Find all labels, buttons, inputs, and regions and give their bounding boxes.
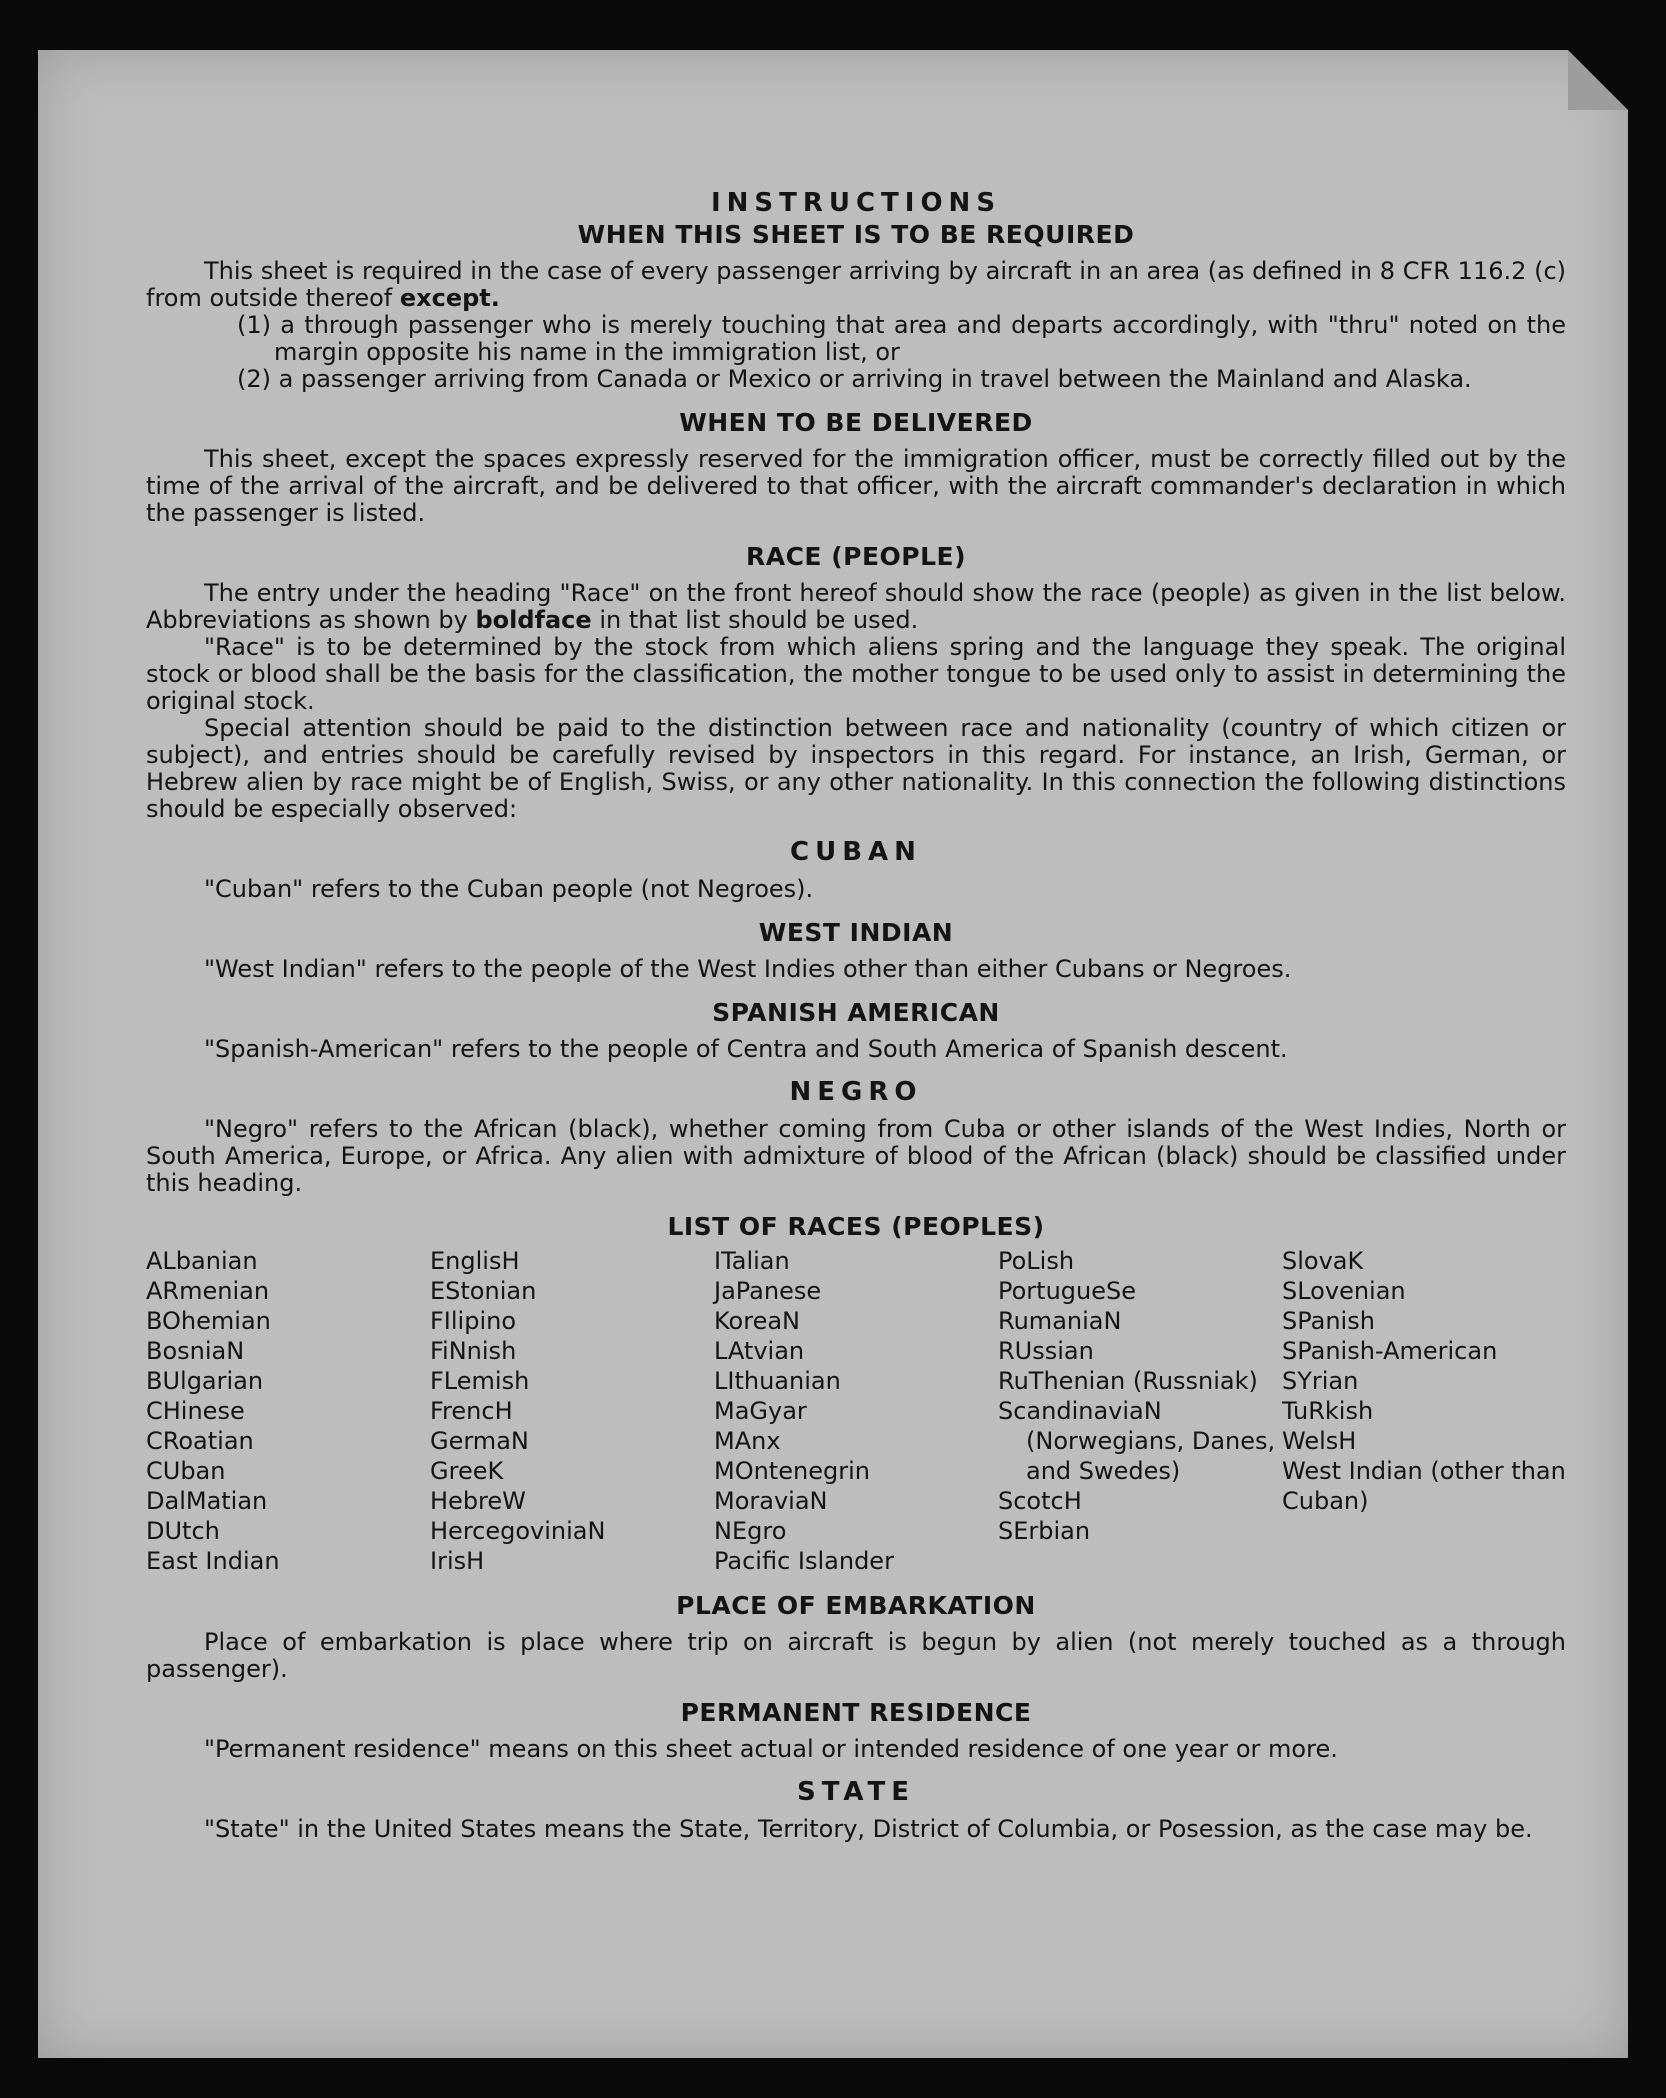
race-item: SErbian	[998, 1517, 1091, 1545]
race-item: MAnx	[714, 1427, 781, 1455]
race-item: ScandinaviaN	[998, 1397, 1162, 1425]
race-item: West Indian (other than Cuban)	[1282, 1457, 1566, 1515]
paragraph-race-3: Special attention should be paid to the distinction between race and nationality (country of which citizen or subject), and entries should be carefully revised by inspectors in this regard. For instance, an Irish, German, or Hebrew alien by race might be of English, Swiss, or any other nationality. In this connection the following distinctions should be especially observed:	[146, 714, 1566, 823]
race-item: WelsH	[1282, 1427, 1357, 1455]
paragraph-required: This sheet is required in the case of every passenger arriving by aircraft in an area (as defined in 8 CFR 116.2 (c) from outside thereof except.	[146, 257, 1566, 312]
paragraph-embarkation: Place of embarkation is place where trip on aircraft is begun by alien (not merely touched as a through passenger).	[146, 1628, 1566, 1683]
race-item: CRoatian	[146, 1427, 254, 1455]
race-item: NEgro	[714, 1517, 787, 1545]
paragraph-state: "State" in the United States means the State, Territory, District of Columbia, or Posession, as the case may be.	[204, 1815, 1533, 1843]
race-item: RUssian	[998, 1337, 1094, 1365]
page-title: INSTRUCTIONS	[710, 188, 1002, 218]
race-item: FrencH	[430, 1397, 513, 1425]
race-item: RumaniaN	[998, 1307, 1122, 1335]
race-item: DUtch	[146, 1517, 220, 1545]
heading-when-required: WHEN THIS SHEET IS TO BE REQUIRED	[577, 220, 1135, 249]
heading-embarkation: PLACE OF EMBARKATION	[676, 1591, 1036, 1620]
paragraph-negro: "Negro" refers to the African (black), whether coming from Cuba or other islands of the West Indies, North or South America, Europe, or Africa. Any alien with admixture of blood of the African (black) should be classified under this heading.	[146, 1115, 1566, 1197]
race-item: PortugueSe	[998, 1277, 1136, 1305]
races-column-1	[146, 1246, 430, 1576]
race-item: GreeK	[430, 1457, 504, 1485]
race-item: GermaN	[430, 1427, 529, 1455]
race-item: BosniaN	[146, 1337, 245, 1365]
race-item: BOhemian	[146, 1307, 271, 1335]
race-item: LIthuanian	[714, 1367, 841, 1395]
heading-permanent-residence: PERMANENT RESIDENCE	[680, 1698, 1032, 1727]
race-item: FLemish	[430, 1367, 530, 1395]
race-item: HebreW	[430, 1487, 526, 1515]
heading-cuban: CUBAN	[790, 837, 922, 867]
race-item: ITalian	[714, 1247, 790, 1275]
folded-corner	[1568, 50, 1628, 110]
exception-2: (2) a passenger arriving from Canada or Mexico or arriving in travel between the Mainland and Alaska.	[237, 365, 1472, 393]
instructions-content	[146, 190, 1566, 1843]
paragraph-race-1: The entry under the heading "Race" on the front hereof should show the race (people) as given in the list below. Abbreviations as shown by boldface in that list should be used.	[146, 579, 1566, 634]
race-item: CUban	[146, 1457, 226, 1485]
document-page	[38, 50, 1628, 2058]
race-item: JaPanese	[714, 1277, 822, 1305]
paragraph-permanent-residence: "Permanent residence" means on this sheet actual or intended residence of one year or more.	[204, 1735, 1338, 1763]
exception-1: (1) a through passenger who is merely touching that area and departs accordingly, with "thru" noted on the margin opposite his name in the immigration list, or	[237, 311, 1566, 366]
heading-negro: NEGRO	[789, 1077, 923, 1107]
race-item: ARmenian	[146, 1277, 270, 1305]
race-item: East Indian	[146, 1547, 280, 1575]
races-column-4	[998, 1246, 1282, 1576]
heading-state: STATE	[796, 1777, 916, 1807]
race-item: SlovaK	[1282, 1247, 1364, 1275]
race-item-note: (Norwegians, Danes, and Swedes)	[1026, 1427, 1276, 1485]
race-item: SPanish-American	[1282, 1337, 1498, 1365]
heading-west-indian: WEST INDIAN	[758, 918, 954, 947]
race-item: MoraviaN	[714, 1487, 828, 1515]
race-item: ALbanian	[146, 1247, 258, 1275]
races-column-5	[1282, 1246, 1566, 1576]
race-item: TuRkish	[1282, 1397, 1374, 1425]
heading-list-of-races: LIST OF RACES (PEOPLES)	[667, 1212, 1045, 1241]
race-item: EStonian	[430, 1277, 537, 1305]
race-item: FIlipino	[430, 1307, 517, 1335]
race-item: HercegoviniaN	[430, 1517, 606, 1545]
race-item: SYrian	[1282, 1367, 1359, 1395]
heading-race: RACE (PEOPLE)	[745, 542, 967, 571]
race-item: MOntenegrin	[714, 1457, 870, 1485]
race-item: RuThenian (Russniak)	[998, 1367, 1258, 1395]
paragraph-west-indian: "West Indian" refers to the people of the West Indies other than either Cubans or Negroes.	[204, 955, 1292, 983]
race-item: PoLish	[998, 1247, 1075, 1275]
races-column-3	[714, 1246, 998, 1576]
race-item: ScotcH	[998, 1487, 1082, 1515]
race-item: FiNnish	[430, 1337, 517, 1365]
paragraph-cuban: "Cuban" refers to the Cuban people (not Negroes).	[204, 875, 814, 903]
paragraph-spanish-american: "Spanish-American" refers to the people of Centra and South America of Spanish descent.	[204, 1035, 1288, 1063]
heading-when-delivered: WHEN TO BE DELIVERED	[679, 408, 1033, 437]
paragraph-race-2: "Race" is to be determined by the stock from which aliens spring and the language they speak. The original stock or blood shall be the basis for the classification, the mother tongue to be used only to assist in determining the original stock.	[146, 633, 1566, 715]
race-item: Pacific Islander	[714, 1547, 894, 1575]
races-column-2	[430, 1246, 714, 1576]
race-item: BUlgarian	[146, 1367, 264, 1395]
race-item: SPanish	[1282, 1307, 1375, 1335]
paragraph-delivered: This sheet, except the spaces expressly reserved for the immigration officer, must be correctly filled out by the time of the arrival of the aircraft, and be delivered to that officer, with the aircraft commander's declaration in which the passenger is listed.	[146, 445, 1566, 527]
race-item: SLovenian	[1282, 1277, 1406, 1305]
race-item: LAtvian	[714, 1337, 805, 1365]
race-item: CHinese	[146, 1397, 245, 1425]
race-item: IrisH	[430, 1547, 485, 1575]
race-item: MaGyar	[714, 1397, 807, 1425]
race-item: DalMatian	[146, 1487, 268, 1515]
heading-spanish-american: SPANISH AMERICAN	[712, 998, 1000, 1027]
races-list	[146, 1246, 1566, 1576]
race-item: KoreaN	[714, 1307, 800, 1335]
race-item: EnglisH	[430, 1247, 520, 1275]
